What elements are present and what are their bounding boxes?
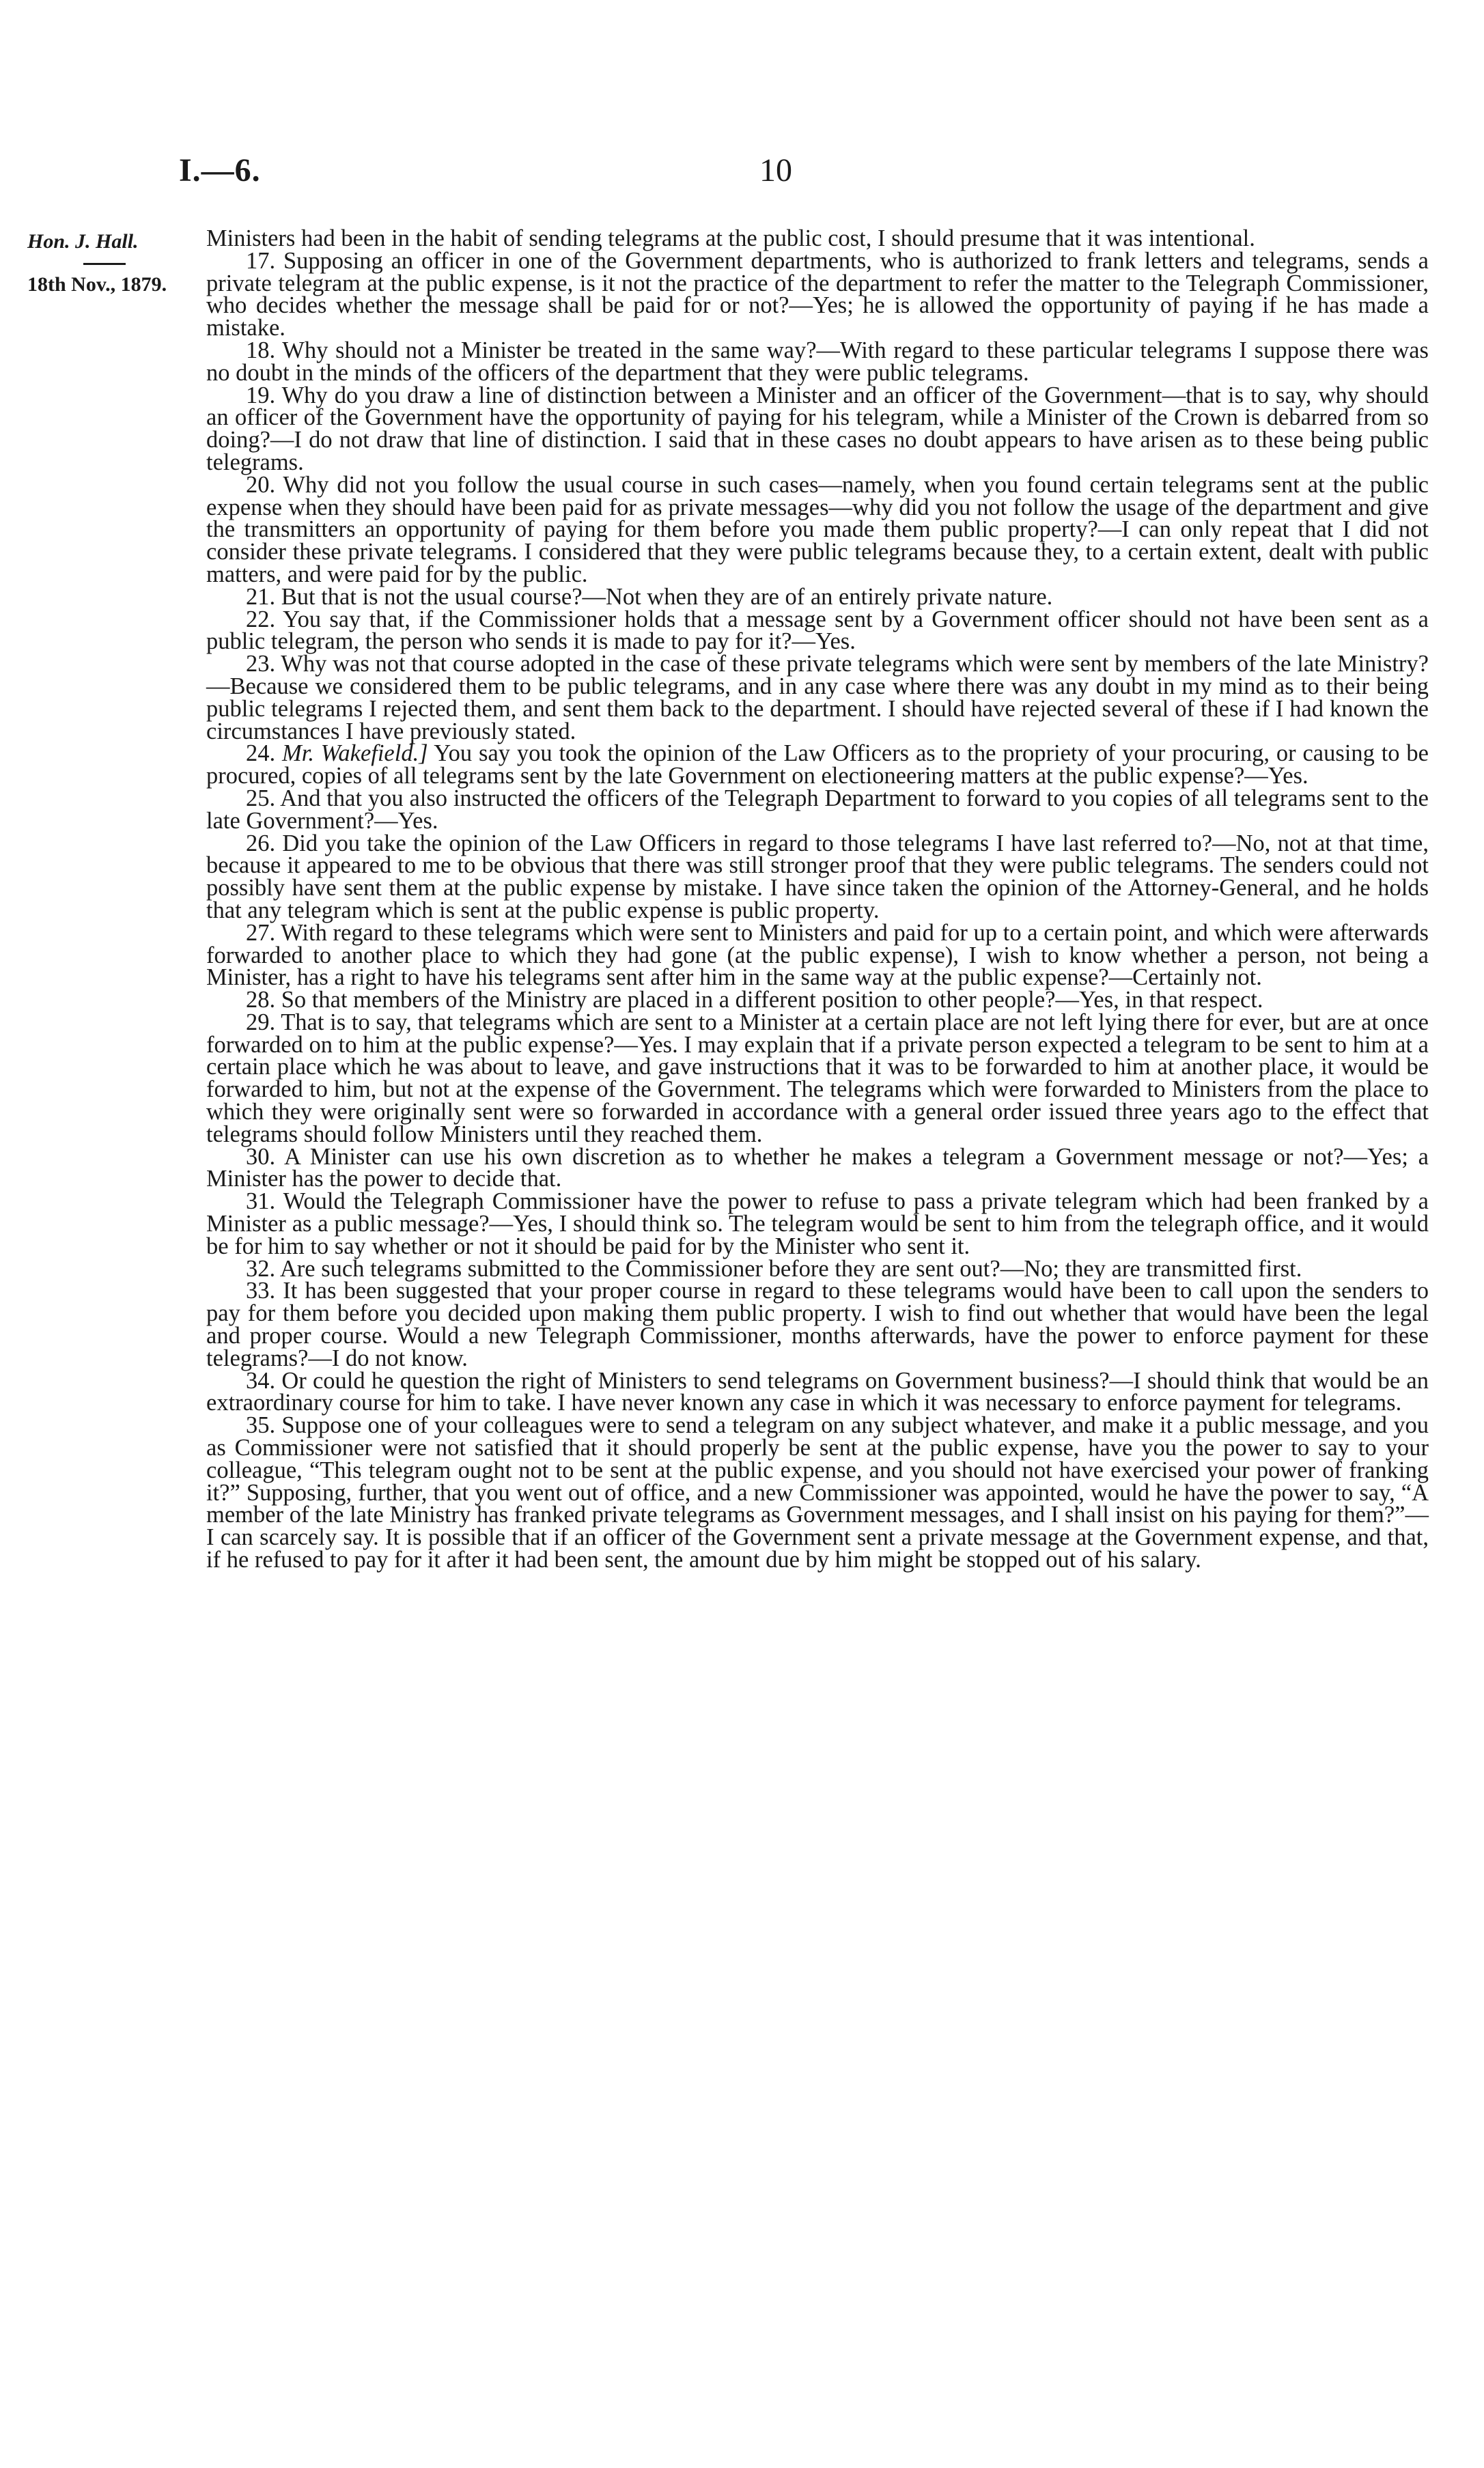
speaker-name: Mr. Wakefield.] [281,740,428,767]
question-number: 34. [246,1367,276,1394]
question-number: 27. [246,919,276,946]
paragraph-text: Are such telegrams submitted to the Commissioner before they are sent out?—No; they are transmitted first. [279,1255,1302,1282]
paragraph-text: Or could he question the right of Ministers to send telegrams on Government business?—I should think that would be an extraordinary course for him to take. I have never known any case in which it was necessary to enforce payment for telegrams. [206,1367,1429,1416]
question-number: 18. [246,337,276,363]
question-27 [206,919,1429,991]
witness-name: Hon. J. Hall. [27,230,139,253]
question-22 [206,608,1429,654]
question-24 [206,742,1429,787]
question-17 [206,247,1429,341]
question-34 [206,1367,1429,1416]
question-number: 35. [246,1412,276,1439]
paragraph-text: But that is not the usual course?—Not when they are of an entirely private nature. [281,583,1053,610]
question-number: 22. [246,606,276,632]
question-29 [206,1011,1429,1146]
paragraph-text: With regard to these telegrams which were sent to Ministers and paid for up to a certain point, and which were afterwards forwarded to another place to which they had gone (at the public expense), I wish to know whether a person, not being a Minister, has a right to have his telegrams sent after him in the same way at the public expense?—Certainly not. [206,919,1429,991]
paragraph-text: You say you took the opinion of the Law Officers as to the propriety of your procuring, or causing to be procured, copies of all telegrams sent by the late Government on electioneering matters at the public expense?—Yes. [206,740,1429,789]
paragraph-text: Did you take the opinion of the Law Officers in regard to those telegrams I have last referred to?—No, not at that time, because it appeared to me to be obvious that there was still stronger proof that they were public telegrams. The senders could not possibly have sent them at the public expense by mistake. I have since taken the opinion of the Attorney-General, and he holds that any telegram which is sent at the public expense is public property. [206,830,1429,923]
question-33 [206,1280,1429,1369]
question-number: 19. [246,382,276,408]
paragraph-text: So that members of the Ministry are placed in a different position to other people?—Yes, in that respect. [281,987,1263,1013]
paragraph-text: Would the Telegraph Commissioner have the power to refuse to pass a private telegram which had been franked by a Minister as a public message?—Yes, I should think so. The telegram would be sent to him from the telegraph office, and it would be for him to say whether or not it should be paid for by the Minister who sent it. [206,1188,1429,1259]
evidence-text [206,227,1429,1571]
paragraph-text: It has been suggested that your proper course in regard to these telegrams would have been to call upon the senders to pay for them before you decided upon making them public property. I wish to find out whether that would have been the legal and proper course. Would a new Telegraph Commissioner, months afterwards, have the power to enforce payment for these telegrams?—I do not know. [206,1278,1429,1371]
question-25 [206,787,1429,832]
paragraph-text: A Minister can use his own discretion as to whether he makes a telegram a Government message or not?—Yes; a Minister has the power to decide that. [206,1143,1429,1192]
paragraph [206,227,1429,250]
paragraph-text: And that you also instructed the officers of the Telegraph Department to forward to you copies of all telegrams sent to the late Government?—Yes. [206,785,1429,834]
margin-note [27,229,198,297]
paragraph-text: You say that, if the Commissioner holds that a message sent by a Government officer should not have been sent as a public telegram, the person who sends it is made to pay for it?—Yes. [206,606,1429,655]
paragraph-text: Suppose one of your colleagues were to send a telegram on any subject whatever, and make it a public message, and you as Commissioner were not satisfied that it should properly be sent at the public expense, have you the power to say to your colleague, “This telegram ought not to be sent at the public expense, and you should not have exercised your power of franking it?” Supposing, further, that you went out of office, and a new Commissioner was appointed, would he have the power to say, “A member of the late Ministry has franked private telegrams as Government messages, and I shall insist on his paying for them?”—I can scarcely say. It is possible that if an officer of the Government sent a private message at the Government expense, and that, if he refused to pay for it after it had been sent, the amount due by him might be stopped out of his salary. [206,1412,1429,1573]
question-32 [206,1255,1429,1282]
margin-rule [83,263,126,265]
paragraph-text: Why do you draw a line of distinction between a Minister and an officer of the Government—that is to say, why should an officer of the Government have the opportunity of paying for his telegram, while a Minister of the Crown is debarred from so doing?—I do not draw that line of distinction. I said that in these cases no doubt appears to have arisen as to these being public telegrams. [206,382,1429,475]
question-18 [206,339,1429,384]
paragraph-text: Why should not a Minister be treated in the same way?—With regard to these particular telegrams I suppose there was no doubt in the minds of the officers of the department that they were public telegrams. [206,337,1429,386]
question-28 [206,989,1429,1011]
question-35 [206,1414,1429,1571]
question-26 [206,832,1429,922]
question-31 [206,1190,1429,1257]
question-number: 29. [246,1009,276,1035]
page-number: 10 [759,152,792,188]
question-20 [206,471,1429,587]
question-number: 28. [246,987,276,1013]
question-23 [206,653,1429,742]
question-21 [206,583,1429,610]
question-number: 23. [246,651,276,677]
paragraph-text: Why did not you follow the usual course in such cases—namely, when you found certain telegrams sent at the public expense when they should have been paid for as private messages—why did you not follow the usage of the department and give the transmitters an opportunity of paying for them before you made them public property?—I can only repeat that I did not consider these private telegrams. I considered that they were public telegrams because they, to a certain extent, dealt with public matters, and were paid for by the public. [206,471,1429,587]
question-number: 31. [246,1188,276,1215]
paragraph-text: Supposing an officer in one of the Government departments, who is authorized to frank letters and telegrams, sends a private telegram at the public expense, is it not the practice of the department to refer the matter to the Telegraph Commissioner, who decides whether the message shall be paid for or not?—Yes; he is allowed the opportunity of paying if he has made a mistake. [206,247,1429,341]
question-number: 17. [246,247,276,274]
question-number: 33. [246,1278,276,1304]
question-19 [206,384,1429,474]
paragraph-text: Ministers had been in the habit of sending telegrams at the public cost, I should presume that it was intentional. [206,225,1255,251]
question-number: 25. [246,785,276,811]
paragraph-text: Why was not that course adopted in the case of these private telegrams which were sent by members of the late Ministry?—Because we considered them to be public telegrams, and in any case where there was any doubt in my mind as to their being public telegrams I rejected them, and sent them back to the department. I should have rejected several of these if I had known the circumstances I have previously stated. [206,651,1429,744]
question-number: 21. [246,583,276,610]
question-number: 20. [246,471,276,498]
testimony-date: 18th Nov., 1879. [27,272,167,296]
paragraph-text: That is to say, that telegrams which are sent to a Minister at a certain place are not left lying there for ever, but are at once forwarded on to him at the public expense?—Yes. I may explain that if a private person expected a telegram to be sent to him at a certain place which he was about to leave, and gave instructions that it was to be forwarded to him at another place, it would be forwarded to him, but not at the expense of the Government. The telegrams which were forwarded to Ministers from the place to which they were originally sent were so forwarded in accordance with a general order issued three years ago to the effect that telegrams should follow Ministers until they reached them. [206,1009,1429,1147]
question-number: 26. [246,830,276,856]
paper-reference: I.—6. [179,152,261,188]
question-number: 32. [246,1255,276,1282]
question-number: 24. [246,740,276,767]
question-30 [206,1143,1429,1192]
question-number: 30. [246,1143,276,1170]
